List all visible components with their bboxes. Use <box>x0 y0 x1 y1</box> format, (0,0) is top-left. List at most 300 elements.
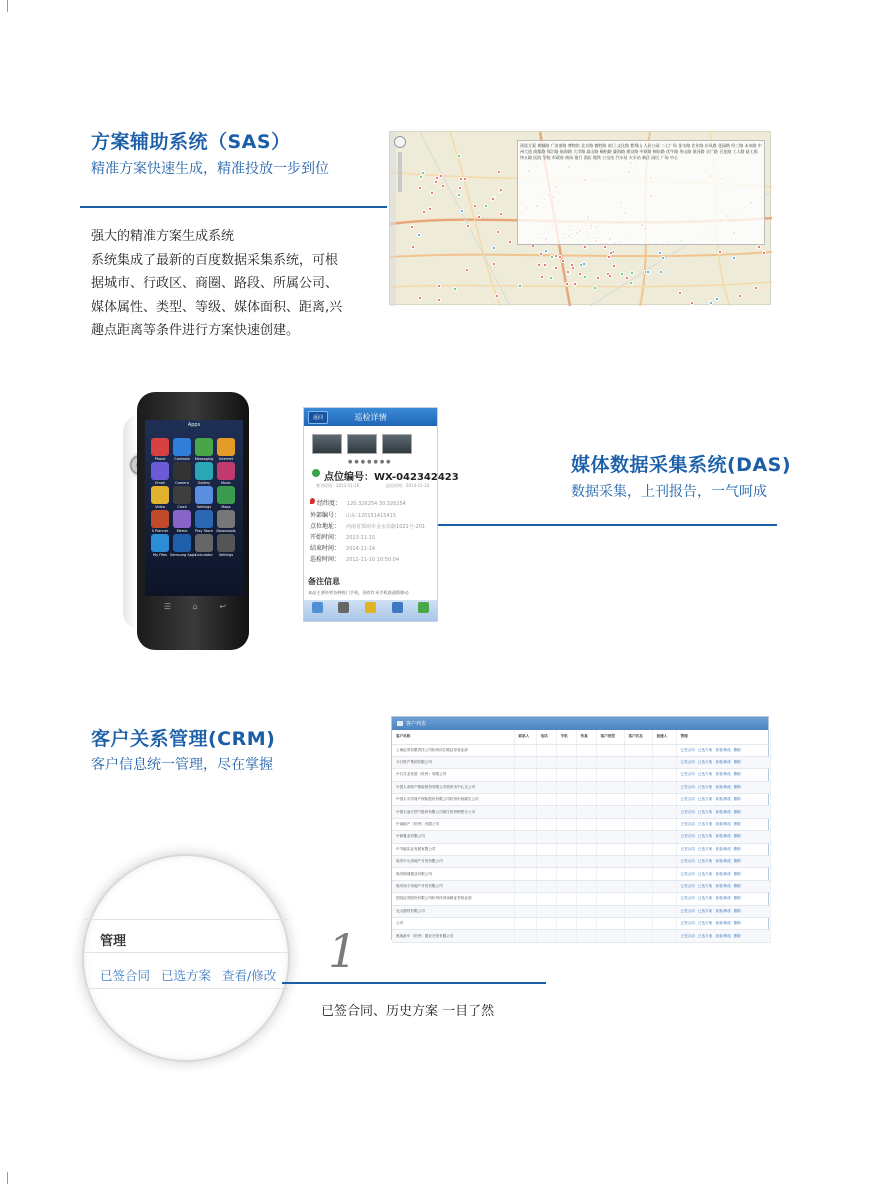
row-action-link[interactable]: 已签合同 <box>680 809 695 814</box>
row-action-link[interactable]: 已选方案 <box>697 859 713 864</box>
inspect-time: 巡检时间：2014-11-14 <box>386 483 430 488</box>
map-poi-label: 广济南路 <box>550 143 568 148</box>
das-subtitle: 数据采集，上刊报告，一气呵成 <box>571 484 767 500</box>
map-marker[interactable] <box>499 188 503 192</box>
note-text: 本品主要经营各种热门手机，现有红米手机联通版移动 <box>308 590 409 595</box>
map-marker[interactable] <box>540 275 544 279</box>
row-action-link[interactable]: 已签合同 <box>680 784 695 789</box>
field-external-id: 外部编号： 山东-120151415415 <box>310 512 396 519</box>
map-poi-label: 商都路 <box>533 149 547 154</box>
column-header[interactable]: 手机 <box>556 730 576 744</box>
row-action-link[interactable]: 删除 <box>733 809 742 814</box>
magnifier-header: 管理 <box>100 934 127 949</box>
row-actions <box>676 856 770 868</box>
row-action-link[interactable]: 删除 <box>733 822 742 827</box>
row-actions <box>676 843 770 855</box>
map-marker[interactable] <box>466 224 470 228</box>
map-marker[interactable] <box>439 174 443 178</box>
row-action-link[interactable]: 已签合同 <box>680 908 695 913</box>
map-marker[interactable] <box>496 230 500 234</box>
customer-name: 今日资产集团有限公司 <box>392 756 514 768</box>
map-marker[interactable] <box>441 184 445 188</box>
row-action-link[interactable]: 删除 <box>733 933 742 938</box>
column-header[interactable]: 管理 <box>676 730 770 744</box>
map-poi-label: 博物馆 <box>567 143 582 148</box>
customer-name: 公司 <box>392 917 514 929</box>
action-toolbar <box>304 600 437 621</box>
row-action-link[interactable]: 已选方案 <box>697 760 713 765</box>
field-address: 点位地址： 河南省郑州市金水东路1021号-201 <box>310 523 426 530</box>
map-poi-label: 医院 <box>533 155 543 160</box>
row-action-link[interactable]: 已选方案 <box>697 908 713 913</box>
map-poi-label: 农业路 <box>691 143 705 148</box>
table-row[interactable] <box>392 794 770 806</box>
row-action-link[interactable]: 已选方案 <box>697 834 713 839</box>
map-poi-label: 文化路 <box>616 143 631 148</box>
phone-apps-label: Apps <box>187 422 201 428</box>
map-marker[interactable] <box>593 286 597 290</box>
table-row[interactable] <box>392 930 770 942</box>
map-poi-label: 华山路 <box>679 149 693 154</box>
map-poi-label: 商场 <box>565 155 575 160</box>
map-marker[interactable] <box>549 276 553 280</box>
feature-divider <box>282 982 546 984</box>
map-poi-label: 百花路 <box>719 149 733 154</box>
row-action-link[interactable]: 查看/修改 <box>715 797 731 802</box>
map-marker[interactable] <box>477 215 481 219</box>
map-marker[interactable] <box>430 191 434 195</box>
map-marker[interactable] <box>419 175 423 179</box>
app-icon[interactable]: Downloads <box>217 510 235 528</box>
row-action-link[interactable]: 已签合同 <box>680 760 695 765</box>
map-marker[interactable] <box>754 286 758 290</box>
map-marker[interactable] <box>458 186 462 190</box>
map-marker[interactable] <box>460 209 464 213</box>
map-marker[interactable] <box>608 274 612 278</box>
row-action-link[interactable]: 查看/修改 <box>715 883 731 888</box>
sas-desc-line: 媒体属性、类型、等级、媒体面积、距离,兴 <box>91 299 343 315</box>
row-action-link[interactable]: 已选方案 <box>697 921 713 926</box>
app-icon[interactable]: Play Store <box>195 510 213 528</box>
map-marker[interactable] <box>411 245 415 249</box>
map-poi-label: 南门 <box>607 143 617 148</box>
map-marker[interactable] <box>497 170 501 174</box>
map-poi-label: 航海路 <box>559 149 574 154</box>
customer-name: 国信证券股份有限公司杭州体育场路证券营业部 <box>392 893 514 905</box>
customer-name: 中润置业有限公司 <box>392 831 514 843</box>
row-action-link[interactable]: 已签合同 <box>680 772 695 777</box>
photo-thumbnail[interactable] <box>312 434 342 454</box>
map-marker[interactable] <box>678 291 682 295</box>
map-marker[interactable] <box>491 197 495 201</box>
row-action-link[interactable]: 删除 <box>733 896 742 901</box>
app-icon[interactable]: Samsung Apps <box>173 534 191 552</box>
customer-name: 临安中元房地产开发有限公司 <box>392 856 514 868</box>
map-poi-label: 二七广场 <box>660 143 679 148</box>
row-actions <box>676 744 770 756</box>
inspection-detail-screen <box>303 407 459 622</box>
row-action-link[interactable]: 删除 <box>733 846 742 851</box>
row-action-link[interactable]: 已签合同 <box>680 797 695 802</box>
customer-table <box>392 730 771 943</box>
row-action-link[interactable]: 查看/修改 <box>715 760 731 765</box>
app-icon[interactable]: My Files <box>151 534 169 552</box>
column-header[interactable]: 客户名称 <box>392 730 514 744</box>
map-poi-label: 花园路 <box>717 143 732 148</box>
map-marker[interactable] <box>554 266 558 270</box>
table-row[interactable] <box>392 781 770 793</box>
save-icon[interactable] <box>392 602 403 613</box>
row-action-link[interactable]: 已签合同 <box>680 859 695 864</box>
map-marker[interactable] <box>437 298 441 302</box>
customer-name: 上海证券有限责任公司杭州庆江路证券营业部 <box>392 744 514 756</box>
table-row[interactable] <box>392 756 770 768</box>
map-marker[interactable] <box>732 256 736 260</box>
map-marker[interactable] <box>738 294 742 298</box>
map-marker[interactable] <box>573 282 577 286</box>
row-action-link[interactable]: 已选方案 <box>697 822 713 827</box>
map-marker[interactable] <box>578 272 582 276</box>
map-marker[interactable] <box>457 193 461 197</box>
map-marker[interactable] <box>629 281 633 285</box>
map-marker[interactable] <box>709 301 713 305</box>
table-row[interactable] <box>392 880 770 892</box>
row-action-link[interactable]: 已签合同 <box>680 822 695 827</box>
map-zoom-control[interactable] <box>394 136 406 148</box>
magnifier-actions <box>100 966 287 984</box>
post-time: 签刊时间：2013-11-16 <box>316 483 360 488</box>
map-poi-label: 德胜路 <box>594 143 608 148</box>
row-action-link[interactable]: 查看/修改 <box>715 871 731 876</box>
map-marker[interactable] <box>484 204 488 208</box>
row-action-link[interactable]: 删除 <box>733 747 742 752</box>
list-icon[interactable] <box>365 602 376 613</box>
row-action-link[interactable]: 已选方案 <box>697 846 713 851</box>
row-action-link[interactable]: 删除 <box>733 908 742 913</box>
map-poi-label: 学校 <box>542 155 552 160</box>
map-poi-label: 淮河路 <box>692 149 706 154</box>
map-marker[interactable] <box>492 262 496 266</box>
map-marker[interactable] <box>625 276 629 280</box>
column-header[interactable]: 传真 <box>576 730 596 744</box>
customer-name: 中国人寿财产保险股份有限公司杭州市中心支公司 <box>392 781 514 793</box>
map-marker[interactable] <box>435 176 439 180</box>
row-action-link[interactable]: 已签合同 <box>680 896 695 901</box>
table-row[interactable] <box>392 831 770 843</box>
app-icon[interactable]: Maps <box>217 486 235 504</box>
map-marker[interactable] <box>612 264 616 268</box>
row-action-link[interactable]: 已签合同 <box>680 834 695 839</box>
row-action-link[interactable]: 已签合同 <box>680 883 695 888</box>
map-marker[interactable] <box>428 207 432 211</box>
table-row[interactable] <box>392 856 770 868</box>
photo-thumbnail[interactable] <box>382 434 412 454</box>
map-marker[interactable] <box>539 252 543 256</box>
row-action-link[interactable]: 查看/修改 <box>715 784 731 789</box>
map-marker[interactable] <box>418 186 422 190</box>
upload-icon[interactable] <box>418 602 429 613</box>
carousel-dots: ●●●●●●● <box>348 459 393 465</box>
row-action-link[interactable]: 查看/修改 <box>715 859 731 864</box>
sas-desc-line: 系统集成了最新的百度数据采集系统，可根 <box>91 252 339 268</box>
note-title: 备注信息 <box>308 577 340 586</box>
table-row[interactable] <box>392 893 770 905</box>
row-action-link[interactable]: 删除 <box>733 921 742 926</box>
map-marker[interactable] <box>630 271 634 275</box>
customer-name: 中石实业发展（杭州）有限公司 <box>392 769 514 781</box>
map-poi-label: 预选方案 <box>520 143 538 148</box>
row-action-link[interactable]: 查看/修改 <box>715 908 731 913</box>
row-action-link[interactable]: 已选方案 <box>697 772 713 777</box>
row-action-link[interactable]: 已签合同 <box>680 871 695 876</box>
row-action-link[interactable]: 删除 <box>733 797 742 802</box>
map-poi-label: 政七街 <box>745 149 758 154</box>
map-poi-label: 郑汴路 <box>546 149 560 154</box>
customer-name: 光大期货有限公司 <box>392 905 514 917</box>
map-marker[interactable] <box>607 255 611 259</box>
record-icon[interactable] <box>338 602 349 613</box>
map-marker[interactable] <box>715 297 719 301</box>
app-icon[interactable]: Messaging <box>195 438 213 456</box>
inspection-title: 巡检详情 <box>354 413 387 422</box>
row-action-link[interactable]: 查看/修改 <box>715 846 731 851</box>
table-row[interactable] <box>392 905 770 917</box>
app-icon[interactable]: Music <box>217 462 235 480</box>
column-header[interactable]: 联系人 <box>514 730 536 744</box>
menu-icon: ☰ <box>163 602 171 611</box>
feature-caption: 已签合同、历史方案 一目了然 <box>321 1004 495 1019</box>
map-poi-label: 广场 <box>660 155 670 160</box>
camera-icon[interactable] <box>312 602 323 613</box>
table-row[interactable] <box>392 806 770 818</box>
row-action-link[interactable]: 已签合同 <box>680 846 695 851</box>
map-marker[interactable] <box>422 210 426 214</box>
map-marker[interactable] <box>659 270 663 274</box>
crm-title: 客户关系管理(CRM) <box>91 728 276 750</box>
app-icon[interactable]: Phone <box>151 438 169 456</box>
map-poi-label: 桐柏路 <box>599 149 613 154</box>
row-action-link[interactable]: 删除 <box>733 859 742 864</box>
map-poi-label: 火车站 <box>628 155 643 160</box>
app-icon[interactable]: Memo <box>173 510 191 528</box>
map-marker[interactable] <box>762 251 766 255</box>
app-icon[interactable]: Gallery <box>195 462 213 480</box>
row-action-link[interactable]: 已选方案 <box>697 747 713 752</box>
map-marker[interactable] <box>421 171 425 175</box>
map-poi-label: 汽车站 <box>615 155 629 160</box>
map-poi-label: 新区 <box>642 155 652 160</box>
app-icon[interactable]: Camera <box>173 462 191 480</box>
map-poi-label: 东风路 <box>704 143 718 148</box>
map-poi-panel <box>517 140 765 245</box>
table-row[interactable] <box>392 744 770 756</box>
map-marker[interactable] <box>646 270 650 274</box>
map-marker[interactable] <box>543 263 547 267</box>
row-action-link[interactable]: 已选方案 <box>697 896 713 901</box>
magnifier-zoom <box>84 856 288 1060</box>
table-row[interactable] <box>392 818 770 830</box>
app-icon[interactable]: Contacts <box>173 438 191 456</box>
table-row[interactable] <box>392 843 770 855</box>
map-marker[interactable] <box>690 301 694 305</box>
row-action-link[interactable]: 已签合同 <box>680 933 695 938</box>
map-marker[interactable] <box>658 251 662 255</box>
map-marker[interactable] <box>473 204 477 208</box>
map-marker[interactable] <box>492 246 496 250</box>
list-icon <box>397 721 403 726</box>
chosen-plan-link[interactable]: 已选方案 <box>161 968 212 983</box>
photo-thumbnail[interactable] <box>347 434 377 454</box>
map-marker[interactable] <box>463 177 467 181</box>
app-icon[interactable]: Video <box>151 486 169 504</box>
map-marker[interactable] <box>495 294 499 298</box>
map-marker[interactable] <box>565 282 569 286</box>
phone-image <box>123 392 251 654</box>
map-marker[interactable] <box>554 254 558 258</box>
map-marker[interactable] <box>571 266 575 270</box>
row-action-link[interactable]: 已选方案 <box>697 784 713 789</box>
map-marker[interactable] <box>418 296 422 300</box>
map-marker[interactable] <box>718 250 722 254</box>
map-marker[interactable] <box>465 268 469 272</box>
row-action-link[interactable]: 删除 <box>733 871 742 876</box>
map-marker[interactable] <box>596 276 600 280</box>
row-action-link[interactable]: 已选方案 <box>697 883 713 888</box>
row-action-link[interactable]: 查看/修改 <box>715 896 731 901</box>
row-action-link[interactable]: 已选方案 <box>697 871 713 876</box>
map-poi-label: 工人路 <box>732 149 746 154</box>
row-action-link[interactable]: 查看/修改 <box>715 809 731 814</box>
row-actions <box>676 756 770 768</box>
map-marker[interactable] <box>508 240 512 244</box>
map-marker[interactable] <box>417 233 421 237</box>
map-marker[interactable] <box>410 225 414 229</box>
map-marker[interactable] <box>566 270 570 274</box>
back-button[interactable]: 返回 <box>308 411 328 424</box>
panel-title: 客户列表 <box>406 721 427 727</box>
row-action-link[interactable]: 删除 <box>733 772 742 777</box>
feature-number: 1 <box>328 924 358 978</box>
map-marker[interactable] <box>453 287 457 291</box>
column-header[interactable]: 电话 <box>536 730 556 744</box>
row-actions <box>676 831 770 843</box>
point-id: 点位编号：WX-042342423 <box>324 472 459 483</box>
map-poi-label: 黄城路 <box>537 143 551 148</box>
row-action-link[interactable]: 查看/修改 <box>715 747 731 752</box>
app-icon[interactable]: S Planner <box>151 510 169 528</box>
map-poi-label: 北京路 <box>581 143 595 148</box>
row-action-link[interactable]: 已签合同 <box>680 747 695 752</box>
crop-mark-bottom <box>0 1172 8 1184</box>
customer-name: 中南地产（杭州）有限公司 <box>392 818 514 830</box>
sas-desc-line: 据城市、行政区、商圈、路段、所属公司、 <box>91 276 339 291</box>
row-action-link[interactable]: 删除 <box>733 784 742 789</box>
map-poi-label: 未来路 <box>744 143 758 148</box>
row-action-link[interactable]: 查看/修改 <box>715 834 731 839</box>
row-action-link[interactable]: 已选方案 <box>697 797 713 802</box>
row-action-link[interactable]: 已选方案 <box>697 809 713 814</box>
map-poi-label: 京广路 <box>705 149 720 154</box>
map-marker[interactable] <box>434 180 438 184</box>
map-marker[interactable] <box>457 154 461 158</box>
row-action-link[interactable]: 查看/修改 <box>715 772 731 777</box>
column-header[interactable]: 创建人 <box>652 730 676 744</box>
map-marker[interactable] <box>561 259 565 263</box>
app-icon[interactable]: Settings <box>195 486 213 504</box>
row-action-link[interactable]: 删除 <box>733 834 742 839</box>
app-icon[interactable]: Internet <box>217 438 235 456</box>
customer-name: 临安西子房地产开发有限公司 <box>392 880 514 892</box>
row-action-link[interactable]: 查看/修改 <box>715 933 731 938</box>
map-marker[interactable] <box>544 249 548 253</box>
map-marker[interactable] <box>620 272 624 276</box>
column-header[interactable]: 客户类型 <box>596 730 624 744</box>
map-poi-label: 紫荆山 <box>630 143 644 148</box>
field-start-time: 开始时间： 2013-11-15 <box>310 534 376 541</box>
table-row[interactable] <box>392 917 770 929</box>
field-end-time: 结束时间： 2014-11-14 <box>310 545 376 552</box>
sas-desc-line: 趣点距离等条件进行方案快速创建。 <box>91 323 300 338</box>
map-pin-icon <box>310 498 315 504</box>
table-row[interactable] <box>392 769 770 781</box>
map-poi-label: 中心 <box>669 155 678 160</box>
map-marker[interactable] <box>661 256 665 260</box>
app-icon[interactable]: Calculator <box>195 534 213 552</box>
customer-name: 临安锦城置业有限公司 <box>392 868 514 880</box>
row-action-link[interactable]: 查看/修改 <box>715 822 731 827</box>
map-marker[interactable] <box>583 275 587 279</box>
sas-divider <box>80 206 387 208</box>
crm-subtitle: 客户信息统一管理，尽在掌握 <box>91 757 273 773</box>
app-icon[interactable]: Clock <box>173 486 191 504</box>
table-row[interactable] <box>392 868 770 880</box>
app-icon[interactable]: Settings <box>217 534 235 552</box>
map-marker[interactable] <box>537 263 541 267</box>
column-header[interactable]: 客户状态 <box>624 730 652 744</box>
map-poi-label: 中州大道 <box>520 143 762 154</box>
signed-contract-link[interactable]: 已签合同 <box>100 968 151 983</box>
view-edit-link[interactable]: 查看/修改 <box>222 968 277 983</box>
map-marker[interactable] <box>582 262 586 266</box>
row-action-link[interactable]: 删除 <box>733 760 742 765</box>
row-action-link[interactable]: 删除 <box>733 883 742 888</box>
map-poi-label: 大学路 <box>573 149 587 154</box>
map-poi-label: 地铁 <box>592 155 603 160</box>
map-marker[interactable] <box>583 245 587 249</box>
sas-description <box>91 225 371 343</box>
map-marker[interactable] <box>757 245 761 249</box>
row-action-link[interactable]: 已签合同 <box>680 921 695 926</box>
map-marker[interactable] <box>499 212 503 216</box>
row-actions <box>676 905 770 917</box>
row-action-link[interactable]: 已选方案 <box>697 933 713 938</box>
map-zoom-slider[interactable] <box>398 152 402 192</box>
app-grid <box>151 438 239 557</box>
row-actions <box>676 893 770 905</box>
das-title: 媒体数据采集系统(DAS) <box>571 454 792 476</box>
row-action-link[interactable]: 查看/修改 <box>715 921 731 926</box>
map-marker[interactable] <box>518 284 522 288</box>
row-actions <box>676 868 770 880</box>
customer-name: 中国太平洋财产保险股份有限公司杭州市西湖支公司 <box>392 794 514 806</box>
phone-screen <box>145 420 243 596</box>
map-marker[interactable] <box>437 284 441 288</box>
customer-name: 中节能实业发展有限公司 <box>392 843 514 855</box>
app-icon[interactable]: Email <box>151 462 169 480</box>
map-marker[interactable] <box>609 251 613 255</box>
map-marker[interactable] <box>603 245 607 249</box>
row-actions <box>676 781 770 793</box>
